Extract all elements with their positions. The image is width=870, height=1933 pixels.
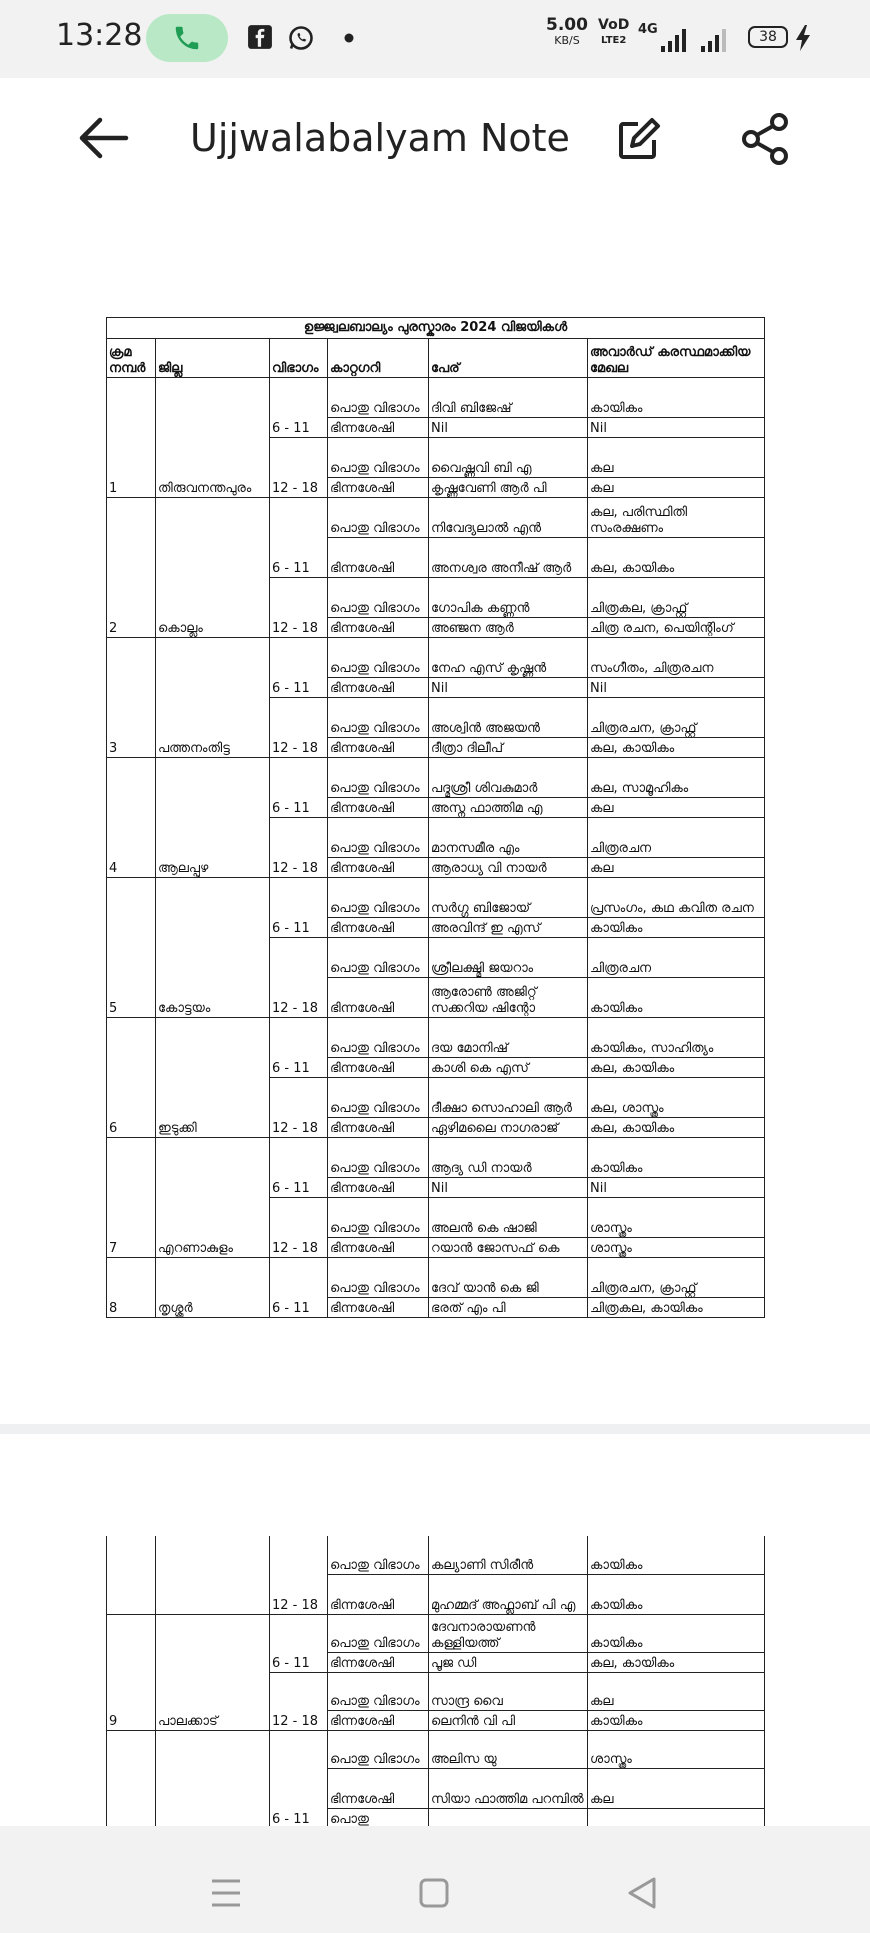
cell-name: പദ്മശ്രീ ശിവകുമാർ [429,758,588,798]
cell-name: അരവിന്ദ് ഇ എസ് [429,918,588,938]
cell-award-field: കല [588,478,765,498]
cell-category: ഭിന്നശേഷി [328,478,429,498]
network-type: 4G [638,22,658,37]
cell-section: 6 - 11 [270,1614,328,1672]
table-title: ഉജ്ജ്വലബാല്യം പുരസ്കാരം 2024 വിജയികൾ [107,318,765,339]
cell-section: 6 - 11 [270,1730,328,1826]
cell-category: ഭിന്നശേഷി [328,1574,429,1614]
cell-name: നേഹ എസ് കൃഷ്ണൻ [429,638,588,678]
home-icon[interactable] [419,1878,449,1908]
header-district: ജില്ല [156,339,270,378]
page-title: Ujjwalabalyam Note [190,116,570,160]
status-bar [0,0,870,78]
cell-name: Nil [429,418,588,438]
cell-award-field: കല [588,798,765,818]
cell-category: ഭിന്നശേഷി [328,1652,429,1672]
header-name: പേര് [429,339,588,378]
cell-name: ദേവ് യാൻ കെ ജി [429,1258,588,1298]
recent-apps-icon[interactable] [210,1878,242,1908]
cell-category: പൊതു വിഭാഗം [328,818,429,858]
cell-category: പൊതു വിഭാഗം [328,578,429,618]
cell-category: പൊതു വിഭാഗം [328,938,429,978]
cell-name: അനശ്വര അനീഷ് ആർ [429,538,588,578]
network-speed [546,15,588,48]
cell-serial: 9 [107,1614,156,1730]
cell-category: പൊതു വിഭാഗം [328,1536,429,1574]
table-row [107,1614,765,1652]
cell-award-field: കായികം [588,1574,765,1614]
cell-award-field: ചിത്രരചന, ക്രാഫ്റ്റ് [588,1258,765,1298]
cell-category: ഭിന്നശേഷി [328,1178,429,1198]
cell-award-field: കായികം [588,1710,765,1730]
cell-section: 12 - 18 [270,698,328,758]
cell-name: ആരാധ്യ വി നായർ [429,858,588,878]
cell-name: അസ്ന ഫാത്തിമ എ [429,798,588,818]
ongoing-call-chip[interactable] [146,14,228,62]
cell-name: അലൻ കെ ഷാജി [429,1198,588,1238]
facebook-icon [247,24,273,50]
cell-category: ഭിന്നശേഷി [328,1298,429,1318]
document-page-2[interactable] [106,1536,765,1826]
cell-award-field: ചിത്രകല, ക്രാഫ്റ്റ് [588,578,765,618]
cell-name: മുഹമ്മദ് അഫ്ലാബ് പി എ [429,1574,588,1614]
signal-strength-sim2-icon [700,28,730,54]
cell-name: വൈഷ്ണവി ബി എ [429,438,588,478]
share-icon[interactable] [738,112,792,166]
cell-serial [107,1730,156,1826]
cell-serial: 2 [107,498,156,638]
cell-section: 6 - 11 [270,758,328,818]
cell-category: പൊതു വിഭാഗം [328,498,429,538]
cell-district: പാലക്കാട് [156,1614,270,1730]
cell-district [156,1730,270,1826]
cell-category: ഭിന്നശേഷി [328,538,429,578]
cell-category: ഭിന്നശേഷി [328,858,429,878]
cell-award-field: കല, പരിസ്ഥിതി സംരക്ഷണം [588,498,765,538]
cell-name: റയാൻ ജോസഫ് കെ [429,1238,588,1258]
cell-name: ഏഴിമലൈ നാഗരാജ് [429,1118,588,1138]
cell-district: ആലപ്പുഴ [156,758,270,878]
cell-name: Nil [429,678,588,698]
cell-district: കൊല്ലം [156,498,270,638]
back-triangle-icon[interactable] [626,1876,658,1910]
page-separator [0,1424,870,1434]
cell-award-field: കല [588,1672,765,1710]
volte-top: VoD [598,17,630,33]
cell-award-field: കായികം [588,1614,765,1652]
cell-award-field: ശാസ്ത്രം [588,1238,765,1258]
cell-category: പൊതു വിഭാഗം [328,1078,429,1118]
cell-district [156,1536,270,1614]
table-row [107,1258,765,1298]
cell-section: 6 - 11 [270,878,328,938]
cell-name: മാനസമീര എം [429,818,588,858]
document-page-1[interactable] [106,317,765,1318]
cell-category: പൊതു വിഭാഗം [328,1138,429,1178]
cell-name: Nil [429,1178,588,1198]
cell-name: ആരോൺ അജിറ്റ് സക്കറിയ ഷിന്റോ [429,978,588,1018]
cell-district: എറണാകുളം [156,1138,270,1258]
app-bar [0,78,870,198]
table-row [107,1018,765,1058]
cell-category: പൊതു വിഭാഗം [328,1614,429,1652]
cell-serial: 6 [107,1018,156,1138]
cell-category: പൊതു വിഭാഗം [328,1198,429,1238]
cell-section: 6 - 11 [270,498,328,578]
speed-unit: KB/S [554,34,580,47]
cell-category: പൊതു വിഭാഗം [328,438,429,478]
cell-award-field: Nil [588,678,765,698]
cell-award-field: കായികം, സാഹിത്യം [588,1018,765,1058]
back-arrow-icon[interactable] [74,114,130,162]
cell-award-field: Nil [588,418,765,438]
cell-award-field: ശാസ്ത്രം [588,1730,765,1768]
battery-indicator [748,26,788,48]
cell-category: പൊതു വിഭാഗം [328,758,429,798]
table-row [107,1536,765,1574]
cell-category: പൊതു വിഭാഗം [328,1672,429,1710]
whatsapp-icon [287,24,315,52]
cell-award-field: കായികം [588,378,765,418]
cell-section: 6 - 11 [270,638,328,698]
cell-name: അശ്വിൻ അജയൻ [429,698,588,738]
cell-district: തിരുവനന്തപുരം [156,378,270,498]
cell-award-field [588,1808,765,1826]
cell-award-field: കല, കായികം [588,738,765,758]
volte-bottom: LTE2 [600,35,627,46]
cell-category: ഭിന്നശേഷി [328,1710,429,1730]
cell-category: പൊതു വിഭാഗം [328,378,429,418]
cell-award-field: കല, കായികം [588,1058,765,1078]
cell-category: ഭിന്നശേഷി [328,798,429,818]
cell-category: പൊതു വിഭാഗം [328,878,429,918]
cell-name: അഞ്ജന ആർ [429,618,588,638]
charging-bolt-icon [794,24,812,52]
cell-name: നിവേദ്യലാൽ എൻ [429,498,588,538]
cell-name: ദയ മോനിഷ് [429,1018,588,1058]
cell-section: 6 - 11 [270,1258,328,1318]
cell-category: പൊതു വിഭാഗം [328,698,429,738]
phone-icon [172,23,202,53]
cell-name: അലിസ യു [429,1730,588,1768]
cell-category: ഭിന്നശേഷി [328,418,429,438]
header-serial: ക്രമ നമ്പർ [107,339,156,378]
cell-category: പൊതു വിഭാഗം [328,1730,429,1768]
cell-award-field: Nil [588,1178,765,1198]
cell-category: ഭിന്നശേഷി [328,1768,429,1808]
status-time: 13:28 [56,18,143,53]
speed-value: 5.00 [546,15,588,35]
cell-award-field: കല, കായികം [588,538,765,578]
cell-award-field: കായികം [588,1138,765,1178]
table-header-row [107,339,765,378]
cell-section: 12 - 18 [270,578,328,638]
cell-section: 6 - 11 [270,378,328,438]
cell-award-field: കല, കായികം [588,1118,765,1138]
table-row [107,878,765,918]
cell-serial [107,1536,156,1614]
cell-name: ഭരത് എം പി [429,1298,588,1318]
cell-serial: 5 [107,878,156,1018]
cell-name: ദീത്രാ ദിലീപ് [429,738,588,758]
table-row [107,758,765,798]
cell-award-field: സംഗീതം, ചിത്രരചന [588,638,765,678]
cell-award-field: ചിത്രരചന [588,818,765,858]
cell-name: ദീക്ഷാ സൊഹാലി ആർ [429,1078,588,1118]
signal-strength-icon [660,28,690,54]
cell-name: സിയാ ഫാത്തിമ പറമ്പിൽ [429,1768,588,1808]
cell-award-field: കായികം [588,978,765,1018]
cell-name: ലെനിൻ വി പി [429,1710,588,1730]
cell-award-field: കല [588,438,765,478]
cell-serial: 1 [107,378,156,498]
cell-award-field: ചിത്രകല, കായികം [588,1298,765,1318]
cell-section: 6 - 11 [270,1138,328,1198]
cell-category: ഭിന്നശേഷി [328,1118,429,1138]
cell-district: കോട്ടയം [156,878,270,1018]
table-row [107,378,765,418]
header-section: വിഭാഗം [270,339,328,378]
cell-section: 12 - 18 [270,1536,328,1614]
cell-award-field: കല [588,858,765,878]
cell-district: പത്തനംതിട്ട [156,638,270,758]
edit-icon[interactable] [614,116,662,164]
header-award-field: അവാർഡ് കരസ്ഥമാക്കിയ മേഖല [588,339,765,378]
cell-category: ഭിന്നശേഷി [328,678,429,698]
cell-serial: 7 [107,1138,156,1258]
cell-category: ഭിന്നശേഷി [328,738,429,758]
battery-level: 38 [759,29,777,45]
cell-category: പൊതു വിഭാഗം [328,1018,429,1058]
cell-award-field: ചിത്ര രചന, പെയിന്റിംഗ് [588,618,765,638]
cell-award-field: കല [588,1768,765,1808]
cell-name: ആദ്യ ഡി നായർ [429,1138,588,1178]
cell-category: ഭിന്നശേഷി [328,978,429,1018]
cell-serial: 8 [107,1258,156,1318]
system-navigation-bar [0,1826,870,1933]
cell-category: ഭിന്നശേഷി [328,918,429,938]
winners-table [106,317,765,1318]
cell-category: ഭിന്നശേഷി [328,1058,429,1078]
more-notifications-dot-icon [344,33,354,43]
cell-section: 12 - 18 [270,818,328,878]
cell-section: 12 - 18 [270,938,328,1018]
table-row [107,1138,765,1178]
cell-section: 12 - 18 [270,1672,328,1730]
cell-name: കൃഷ്ണവേണി ആർ പി [429,478,588,498]
volte-indicator [598,18,629,48]
cell-name: സർഗ്ഗ ബിജോയ് [429,878,588,918]
header-category: കാറ്റഗറി [328,339,429,378]
cell-section: 12 - 18 [270,1198,328,1258]
table-row [107,1730,765,1768]
cell-name: കല്യാണി സിരീൻ [429,1536,588,1574]
cell-name: കാശി കെ എസ് [429,1058,588,1078]
cell-award-field: ശാസ്ത്രം [588,1198,765,1238]
cell-name: സാന്ദ്ര വൈ [429,1672,588,1710]
cell-award-field: പ്രസംഗം, കഥ കവിത രചന [588,878,765,918]
cell-award-field: ചിത്രരചന [588,938,765,978]
cell-name: ദിവി ബിജേഷ് [429,378,588,418]
cell-category: പൊതു [328,1808,429,1826]
cell-serial: 3 [107,638,156,758]
cell-category: പൊതു വിഭാഗം [328,638,429,678]
cell-name: ദേവനാരായണൻ കള്ളിയത്ത് [429,1614,588,1652]
cell-award-field: കായികം [588,918,765,938]
cell-award-field: കല, സാമൂഹികം [588,758,765,798]
winners-table-continued [106,1536,765,1826]
cell-name [429,1808,588,1826]
cell-district: ഇടുക്കി [156,1018,270,1138]
cell-category: ഭിന്നശേഷി [328,618,429,638]
cell-award-field: ചിത്രരചന, ക്രാഫ്റ്റ് [588,698,765,738]
cell-category: ഭിന്നശേഷി [328,1238,429,1258]
cell-serial: 4 [107,758,156,878]
cell-district: തൃശ്ശൂർ [156,1258,270,1318]
table-row [107,498,765,538]
cell-section: 12 - 18 [270,1078,328,1138]
cell-name: ശ്രീലക്ഷ്മി ജയറാം [429,938,588,978]
cell-section: 6 - 11 [270,1018,328,1078]
table-row [107,638,765,678]
cell-section: 12 - 18 [270,438,328,498]
cell-award-field: കായികം [588,1536,765,1574]
cell-award-field: കല, കായികം [588,1652,765,1672]
cell-name: ഗോപിക കണ്ണൻ [429,578,588,618]
cell-name: പൂജ ഡി [429,1652,588,1672]
cell-category: പൊതു വിഭാഗം [328,1258,429,1298]
cell-award-field: കല, ശാസ്ത്രം [588,1078,765,1118]
